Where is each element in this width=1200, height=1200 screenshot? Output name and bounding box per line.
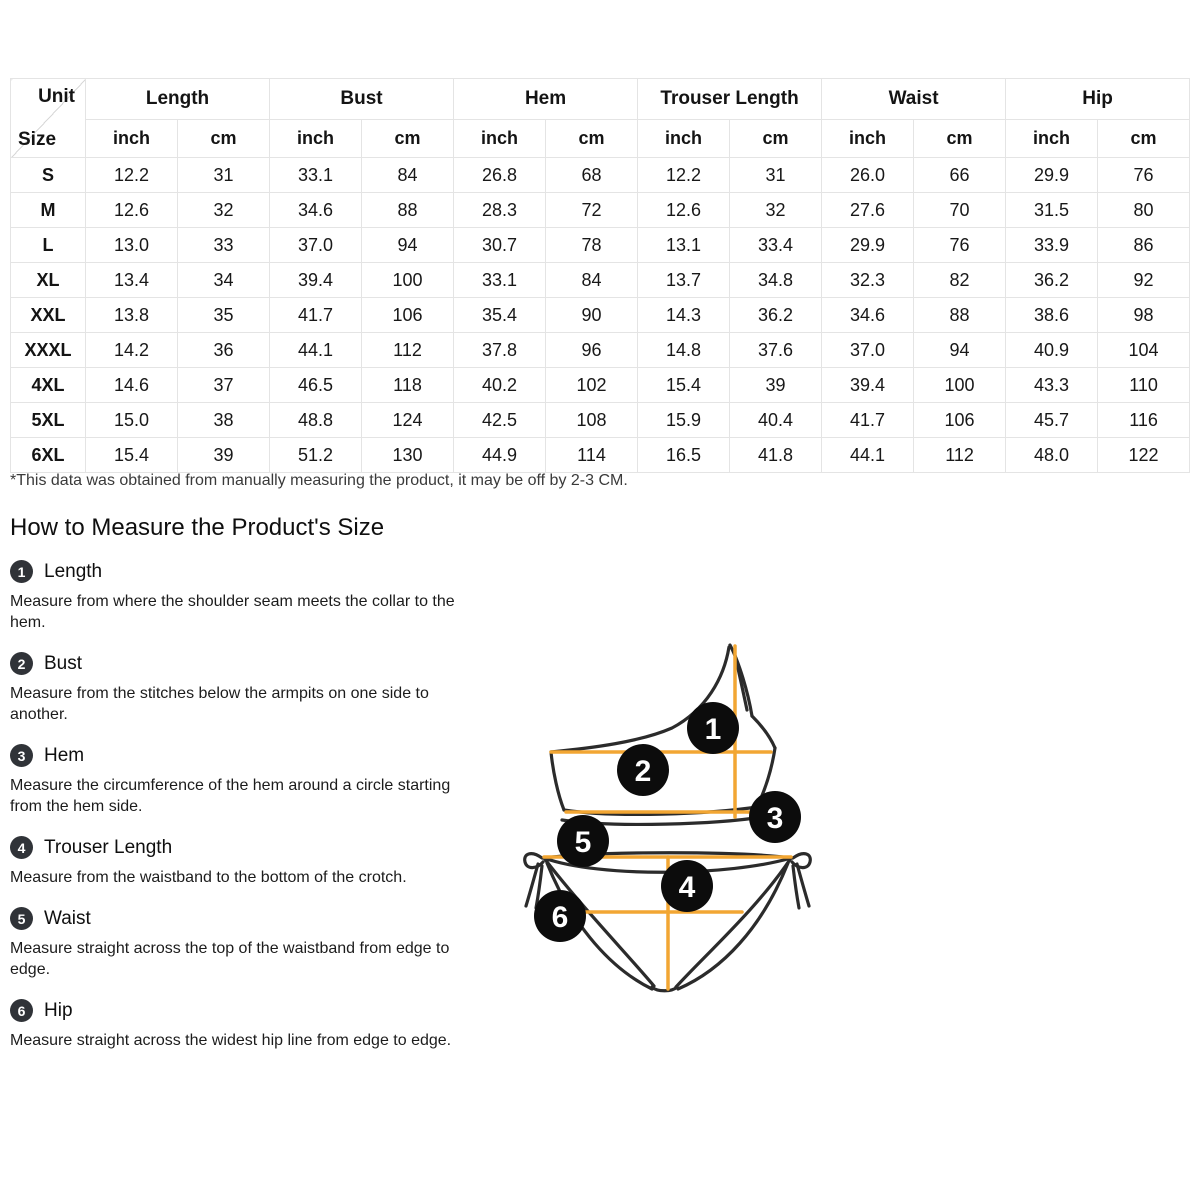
measurement-cell: 36.2 <box>730 298 822 333</box>
corner-unit-size-cell <box>11 79 86 158</box>
measurement-cell: 32.3 <box>822 263 914 298</box>
size-label: XL <box>11 263 86 298</box>
unit-header: cm <box>1098 120 1190 158</box>
guide-item-length <box>10 560 462 633</box>
measurement-cell: 41.7 <box>822 403 914 438</box>
measurement-cell: 31 <box>730 158 822 193</box>
measurement-cell: 29.9 <box>822 228 914 263</box>
guide-title: How to Measure the Product's Size <box>10 514 385 541</box>
step-number-badge: 5 <box>10 907 33 930</box>
measurement-cell: 13.7 <box>638 263 730 298</box>
measure-guide-list <box>10 560 462 1070</box>
unit-header: cm <box>914 120 1006 158</box>
measurement-cell: 32 <box>178 193 270 228</box>
measurement-cell: 15.0 <box>86 403 178 438</box>
measurement-cell: 41.7 <box>270 298 362 333</box>
measurement-cell: 102 <box>546 368 638 403</box>
measurement-cell: 39 <box>730 368 822 403</box>
guide-item-hip <box>10 999 462 1051</box>
size-chart-table <box>10 78 1190 473</box>
measurement-cell: 100 <box>362 263 454 298</box>
table-row <box>11 228 1190 263</box>
guide-item-description: Measure from the stitches below the armpits on one side to another. <box>10 685 429 723</box>
measurement-cell: 84 <box>546 263 638 298</box>
size-label: XXXL <box>11 333 86 368</box>
measurement-cell: 14.8 <box>638 333 730 368</box>
size-label: M <box>11 193 86 228</box>
measurement-cell: 124 <box>362 403 454 438</box>
marker-number-4: 4 <box>678 871 696 904</box>
measurement-cell: 80 <box>1098 193 1190 228</box>
measurement-cell: 14.6 <box>86 368 178 403</box>
column-group-length: Length <box>86 79 270 120</box>
measurement-cell: 34.6 <box>270 193 362 228</box>
measurement-cell: 32 <box>730 193 822 228</box>
measurement-cell: 44.1 <box>270 333 362 368</box>
measurement-cell: 26.0 <box>822 158 914 193</box>
measurement-cell: 13.8 <box>86 298 178 333</box>
measurement-cell: 14.3 <box>638 298 730 333</box>
measurement-cell: 51.2 <box>270 438 362 473</box>
step-number-badge: 3 <box>10 744 33 767</box>
measurement-cell: 37.8 <box>454 333 546 368</box>
unit-header: inch <box>454 120 546 158</box>
measurement-cell: 33.9 <box>1006 228 1098 263</box>
guide-item-label: Hem <box>44 744 85 766</box>
unit-header: cm <box>178 120 270 158</box>
size-label: S <box>11 158 86 193</box>
measurement-cell: 82 <box>914 263 1006 298</box>
measurement-cell: 13.1 <box>638 228 730 263</box>
measurement-cell: 72 <box>546 193 638 228</box>
measurement-cell: 37.6 <box>730 333 822 368</box>
measurement-cell: 86 <box>1098 228 1190 263</box>
size-label: L <box>11 228 86 263</box>
measurement-cell: 44.1 <box>822 438 914 473</box>
marker-number-6: 6 <box>551 901 569 934</box>
measurement-cell: 36 <box>178 333 270 368</box>
measurement-cell: 37 <box>178 368 270 403</box>
measurement-cell: 38.6 <box>1006 298 1098 333</box>
table-row <box>11 158 1190 193</box>
measurement-cell: 78 <box>546 228 638 263</box>
measurement-cell: 16.5 <box>638 438 730 473</box>
measurement-cell: 112 <box>362 333 454 368</box>
measurement-cell: 84 <box>362 158 454 193</box>
measurement-cell: 41.8 <box>730 438 822 473</box>
measurement-cell: 27.6 <box>822 193 914 228</box>
guide-item-label: Waist <box>44 907 91 929</box>
guide-item-description: Measure the circumference of the hem around a circle starting from the hem side. <box>10 777 451 815</box>
measurement-cell: 76 <box>1098 158 1190 193</box>
measurement-cell: 33.1 <box>454 263 546 298</box>
marker-number-1: 1 <box>704 713 722 746</box>
marker-number-5: 5 <box>574 826 592 859</box>
measurement-cell: 76 <box>914 228 1006 263</box>
bikini-measurement-illustration <box>430 620 910 1040</box>
measurement-cell: 90 <box>546 298 638 333</box>
measurement-cell: 42.5 <box>454 403 546 438</box>
measurement-cell: 33.4 <box>730 228 822 263</box>
measurement-cell: 31 <box>178 158 270 193</box>
step-number-badge: 6 <box>10 999 33 1022</box>
marker-number-3: 3 <box>766 802 784 835</box>
measurement-cell: 39.4 <box>270 263 362 298</box>
measurement-cell: 68 <box>546 158 638 193</box>
column-group-waist: Waist <box>822 79 1006 120</box>
guide-item-waist <box>10 907 462 980</box>
measurement-cell: 114 <box>546 438 638 473</box>
guide-item-label: Hip <box>44 999 73 1021</box>
guide-item-trouser-length <box>10 836 462 888</box>
guide-item-label: Length <box>44 560 103 582</box>
measurement-cell: 70 <box>914 193 1006 228</box>
unit-header: cm <box>362 120 454 158</box>
measurement-cell: 37.0 <box>270 228 362 263</box>
measurement-cell: 12.2 <box>638 158 730 193</box>
corner-unit-label: Unit <box>38 86 75 107</box>
measurement-cell: 35 <box>178 298 270 333</box>
size-label: 5XL <box>11 403 86 438</box>
measurement-cell: 34.8 <box>730 263 822 298</box>
table-row <box>11 333 1190 368</box>
guide-item-label: Bust <box>44 652 83 674</box>
measurement-cell: 94 <box>914 333 1006 368</box>
measurement-cell: 40.4 <box>730 403 822 438</box>
guide-item-label: Trouser Length <box>44 836 173 858</box>
measurement-cell: 108 <box>546 403 638 438</box>
unit-header: inch <box>1006 120 1098 158</box>
measurement-cell: 46.5 <box>270 368 362 403</box>
column-group-hip: Hip <box>1006 79 1190 120</box>
measurement-cell: 98 <box>1098 298 1190 333</box>
measurement-cell: 38 <box>178 403 270 438</box>
measurement-cell: 66 <box>914 158 1006 193</box>
guide-item-description: Measure from the waistband to the bottom of the crotch. <box>10 869 407 886</box>
guide-item-description: Measure straight across the top of the waistband from edge to edge. <box>10 940 450 978</box>
measurement-cell: 96 <box>546 333 638 368</box>
measurement-cell: 12.6 <box>638 193 730 228</box>
measurement-cell: 48.0 <box>1006 438 1098 473</box>
measurement-cell: 31.5 <box>1006 193 1098 228</box>
column-group-bust: Bust <box>270 79 454 120</box>
measurement-cell: 36.2 <box>1006 263 1098 298</box>
measurement-cell: 106 <box>914 403 1006 438</box>
unit-header: inch <box>638 120 730 158</box>
measurement-cell: 15.4 <box>86 438 178 473</box>
measurement-cell: 13.4 <box>86 263 178 298</box>
measurement-cell: 37.0 <box>822 333 914 368</box>
measurement-disclaimer: *This data was obtained from manually measuring the product, it may be off by 2-3 CM. <box>10 472 628 489</box>
guide-item-hem <box>10 744 462 817</box>
measurement-cell: 13.0 <box>86 228 178 263</box>
size-label: 4XL <box>11 368 86 403</box>
measurement-cell: 40.9 <box>1006 333 1098 368</box>
measurement-cell: 15.9 <box>638 403 730 438</box>
measurement-cell: 14.2 <box>86 333 178 368</box>
unit-header: inch <box>86 120 178 158</box>
guide-item-bust <box>10 652 462 725</box>
measurement-cell: 43.3 <box>1006 368 1098 403</box>
unit-header: cm <box>546 120 638 158</box>
measurement-cell: 28.3 <box>454 193 546 228</box>
size-label: 6XL <box>11 438 86 473</box>
guide-item-description: Measure from where the shoulder seam meets the collar to the hem. <box>10 593 455 631</box>
measurement-cell: 30.7 <box>454 228 546 263</box>
measurement-cell: 100 <box>914 368 1006 403</box>
measurement-cell: 39 <box>178 438 270 473</box>
step-number-badge: 1 <box>10 560 33 583</box>
unit-header: cm <box>730 120 822 158</box>
table-unit-header-row <box>11 120 1190 158</box>
measurement-cell: 33 <box>178 228 270 263</box>
measurement-cell: 122 <box>1098 438 1190 473</box>
step-number-badge: 4 <box>10 836 33 859</box>
unit-header: inch <box>270 120 362 158</box>
measurement-cell: 112 <box>914 438 1006 473</box>
measurement-cell: 88 <box>914 298 1006 333</box>
measurement-cell: 88 <box>362 193 454 228</box>
measurement-cell: 29.9 <box>1006 158 1098 193</box>
step-number-badge: 2 <box>10 652 33 675</box>
measurement-cell: 39.4 <box>822 368 914 403</box>
table-row <box>11 263 1190 298</box>
table-row <box>11 298 1190 333</box>
measurement-cell: 33.1 <box>270 158 362 193</box>
table-row <box>11 438 1190 473</box>
measurement-cell: 34.6 <box>822 298 914 333</box>
measurement-cell: 48.8 <box>270 403 362 438</box>
measurement-cell: 116 <box>1098 403 1190 438</box>
table-group-header-row <box>11 79 1190 120</box>
measurement-cell: 15.4 <box>638 368 730 403</box>
measurement-cell: 45.7 <box>1006 403 1098 438</box>
measurement-cell: 44.9 <box>454 438 546 473</box>
measurement-cell: 35.4 <box>454 298 546 333</box>
measurement-cell: 40.2 <box>454 368 546 403</box>
guide-item-description: Measure straight across the widest hip line from edge to edge. <box>10 1032 452 1049</box>
marker-number-2: 2 <box>634 755 652 788</box>
corner-size-label: Size <box>18 129 57 150</box>
measurement-cell: 118 <box>362 368 454 403</box>
measurement-cell: 110 <box>1098 368 1190 403</box>
measurement-cell: 92 <box>1098 263 1190 298</box>
column-group-hem: Hem <box>454 79 638 120</box>
measurement-cell: 130 <box>362 438 454 473</box>
measurement-cell: 12.6 <box>86 193 178 228</box>
measurement-cell: 26.8 <box>454 158 546 193</box>
column-group-trouser-length: Trouser Length <box>638 79 822 120</box>
table-row <box>11 403 1190 438</box>
measurement-cell: 34 <box>178 263 270 298</box>
measurement-cell: 94 <box>362 228 454 263</box>
measurement-cell: 104 <box>1098 333 1190 368</box>
table-row <box>11 368 1190 403</box>
measurement-cell: 106 <box>362 298 454 333</box>
measurement-cell: 12.2 <box>86 158 178 193</box>
unit-header: inch <box>822 120 914 158</box>
size-label: XXL <box>11 298 86 333</box>
table-row <box>11 193 1190 228</box>
